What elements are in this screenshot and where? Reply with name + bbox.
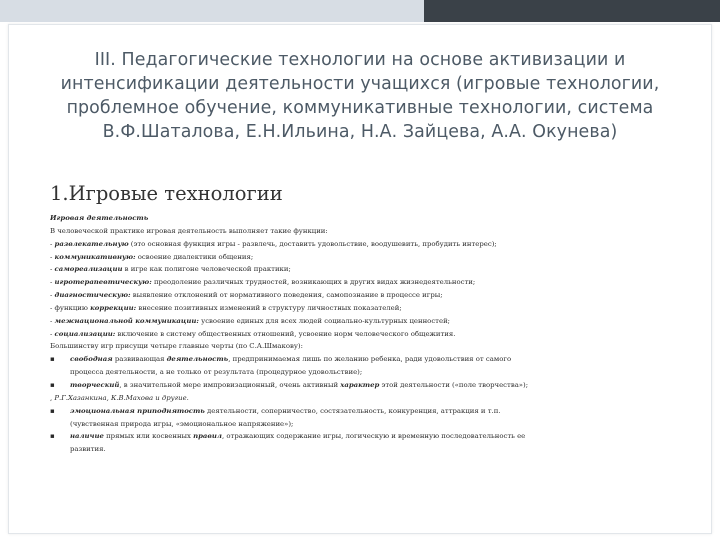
slide-body [50,212,690,456]
term: деятельность [166,355,229,364]
feature-item [50,430,690,443]
item-text: этой деятельности («поле творчества»); [379,380,529,389]
feature-item [50,379,690,392]
authors: Р.Г.Хазанкина, К.В.Махова и другие [54,393,187,402]
term: характер [340,380,380,389]
authors-line [50,392,690,405]
term: наличие [70,432,104,441]
section-heading: 1.Игровые технологии [50,182,283,205]
title-line: III. Педагогические технологии на основе активизации и [94,50,626,70]
item-text: . [186,393,189,402]
term: игротерапевтическую: [54,278,152,287]
slide-title [40,48,680,144]
function-item [50,276,690,289]
feature-continuation: процесса деятельности, а не только от результата (процедурное удовольствие); [70,368,363,377]
function-item [50,238,690,251]
title-line: интенсификации деятельности учащихся (игровые технологии, [60,74,660,94]
term: социализации: [54,329,116,338]
feature-continuation: (чувственная природа игры, «эмоциональное напряжение»); [70,419,294,428]
bullet-icon: ▪ [50,380,55,389]
item-text: освоение диалектики общения; [135,252,254,261]
term: диагностическую: [54,291,131,300]
dash: - [50,329,55,338]
bullet-icon: ▪ [50,406,55,415]
function-item [50,251,690,264]
item-text: прямых или косвенных [103,432,194,441]
term: творческий [70,380,120,389]
dash: - [50,316,55,325]
item-text: включение в систему общественных отношений, усвоение норм человеческого общежития. [115,329,456,338]
feature-continuation: развития. [70,445,106,454]
item-text: , предпринимаемая лишь по желанию ребенка, ради удовольствия от самого [228,355,512,364]
item-text: в игре как полигоне человеческой практики; [122,265,291,274]
term: эмоциональная приподнятость [70,406,205,415]
item-text: преодоление различных трудностей, возникающих в других видах жизнедеятельности; [151,278,476,287]
body-line: Большинству игр присущи четыре главные черты (по С.А.Шмакову): [50,342,303,351]
item-prefix: - функцию [50,303,91,312]
item-text: деятельности, соперничество, состязательность, конкуренция, аттракция и т.п. [204,406,501,415]
function-item [50,315,690,328]
top-bar-accent [424,0,720,22]
dash: - [50,278,55,287]
dash: - [50,239,55,248]
item-text: выявление отклонений от нормативного поведения, самопознание в процессе игры; [130,291,443,300]
term: правил [193,432,222,441]
item-text: усвоение единых для всех людей социально-культурных ценностей; [198,316,450,325]
bullet-icon: ▪ [50,355,55,364]
title-line: проблемное обучение, коммуникативные технологии, система [66,98,654,118]
bullet-icon: ▪ [50,432,55,441]
item-text: внесение позитивных изменений в структуру личностных показателей; [136,303,402,312]
dash: - [50,291,55,300]
feature-item [50,353,690,366]
term: коммуникативную: [54,252,136,261]
item-text: , в значительной мере импровизационный, очень активный [119,380,341,389]
body-line: В человеческой практике игровая деятельность выполняет такие функции: [50,226,328,235]
term: коррекции: [90,303,137,312]
function-item [50,328,690,341]
function-item [50,302,690,315]
item-text: , отражающих содержание игры, логическую и временную последовательность ее [221,432,526,441]
dash: - [50,265,55,274]
function-item [50,289,690,302]
function-item [50,263,690,276]
term: свободная [70,355,113,364]
item-prefix: , [50,393,55,402]
feature-item [50,405,690,418]
dash: - [50,252,55,261]
subheading: Игровая деятельность [50,214,149,222]
term: межнациональной коммуникации: [54,316,199,325]
item-text: развивающая [112,355,167,364]
term: развлекательную [54,239,129,248]
title-line: В.Ф.Шаталова, Е.Н.Ильина, Н.А. Зайцева, А.А. Окунева) [102,122,618,142]
term: самореализации [54,265,123,274]
item-text: (это основная функция игры - развлечь, доставить удовольствие, воодушевить, пробудить интерес); [128,239,497,248]
